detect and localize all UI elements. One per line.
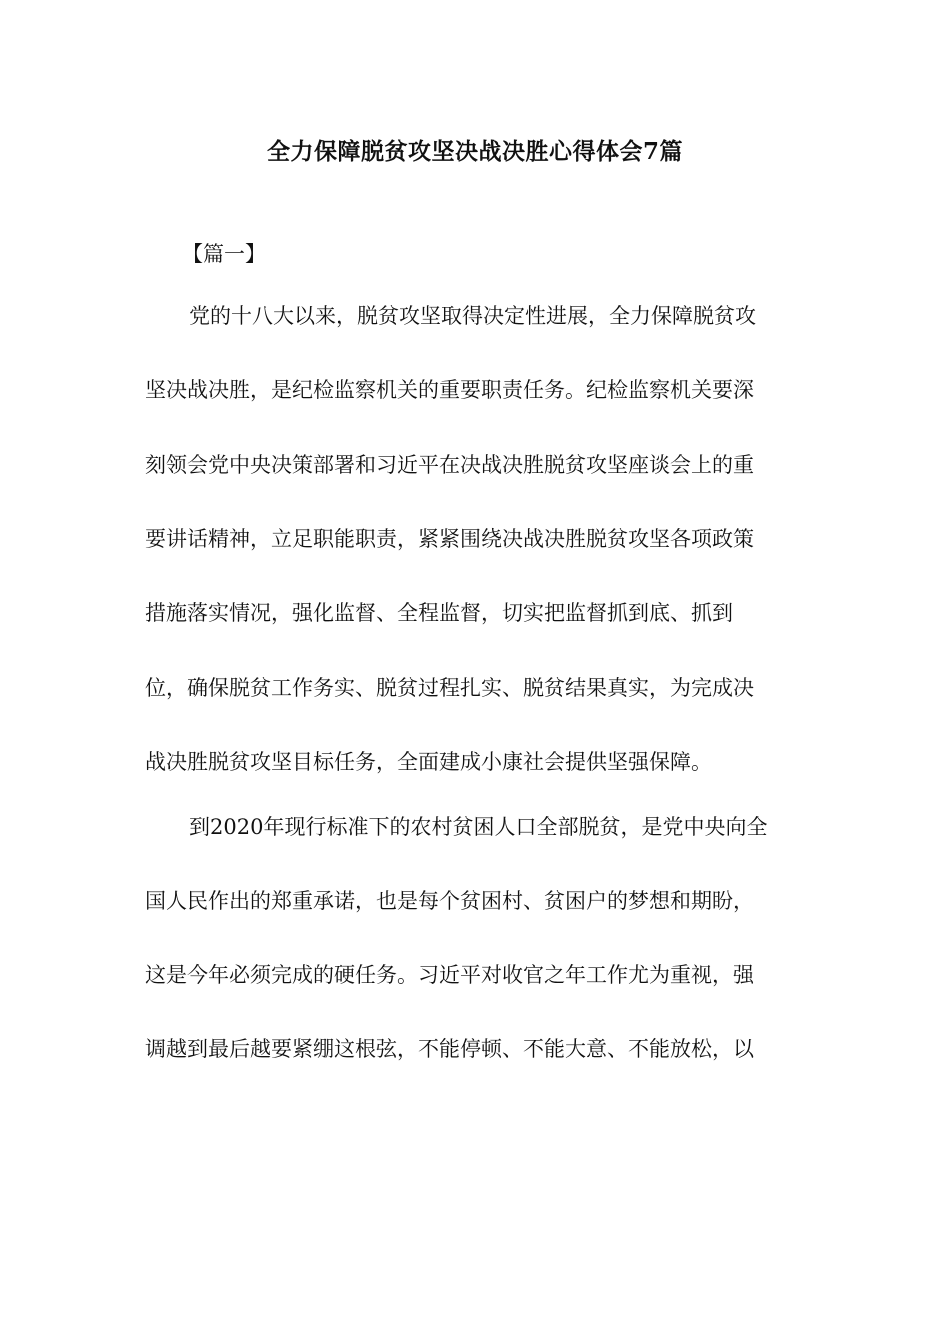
section-heading: 【篇一】 bbox=[182, 242, 266, 266]
paragraph-line: 党的十八大以来，脱贫攻坚取得决定性进展，全力保障脱贫攻 bbox=[189, 304, 756, 328]
document-title: 全力保障脱贫攻坚决战决胜心得体会7篇 bbox=[266, 138, 683, 165]
paragraph-line: 这是今年必须完成的硬任务。习近平对收官之年工作尤为重视，强 bbox=[145, 963, 754, 987]
paragraph-line: 坚决战决胜，是纪检监察机关的重要职责任务。纪检监察机关要深 bbox=[145, 378, 754, 402]
paragraph-line: 到2020年现行标准下的农村贫困人口全部脱贫，是党中央向全 bbox=[189, 815, 768, 839]
paragraph-line: 国人民作出的郑重承诺，也是每个贫困村、贫困户的梦想和期盼， bbox=[145, 889, 754, 913]
paragraph-line: 战决胜脱贫攻坚目标任务，全面建成小康社会提供坚强保障。 bbox=[145, 750, 712, 774]
paragraph-line: 位，确保脱贫工作务实、脱贫过程扎实、脱贫结果真实，为完成决 bbox=[145, 676, 754, 700]
paragraph-line: 调越到最后越要紧绷这根弦，不能停顿、不能大意、不能放松，以 bbox=[145, 1037, 754, 1061]
paragraph-line: 措施落实情况，强化监督、全程监督，切实把监督抓到底、抓到 bbox=[145, 601, 733, 625]
paragraph-line: 要讲话精神，立足职能职责，紧紧围绕决战决胜脱贫攻坚各项政策 bbox=[145, 527, 754, 551]
paragraph-line: 刻领会党中央决策部署和习近平在决战决胜脱贫攻坚座谈会上的重 bbox=[145, 453, 754, 477]
